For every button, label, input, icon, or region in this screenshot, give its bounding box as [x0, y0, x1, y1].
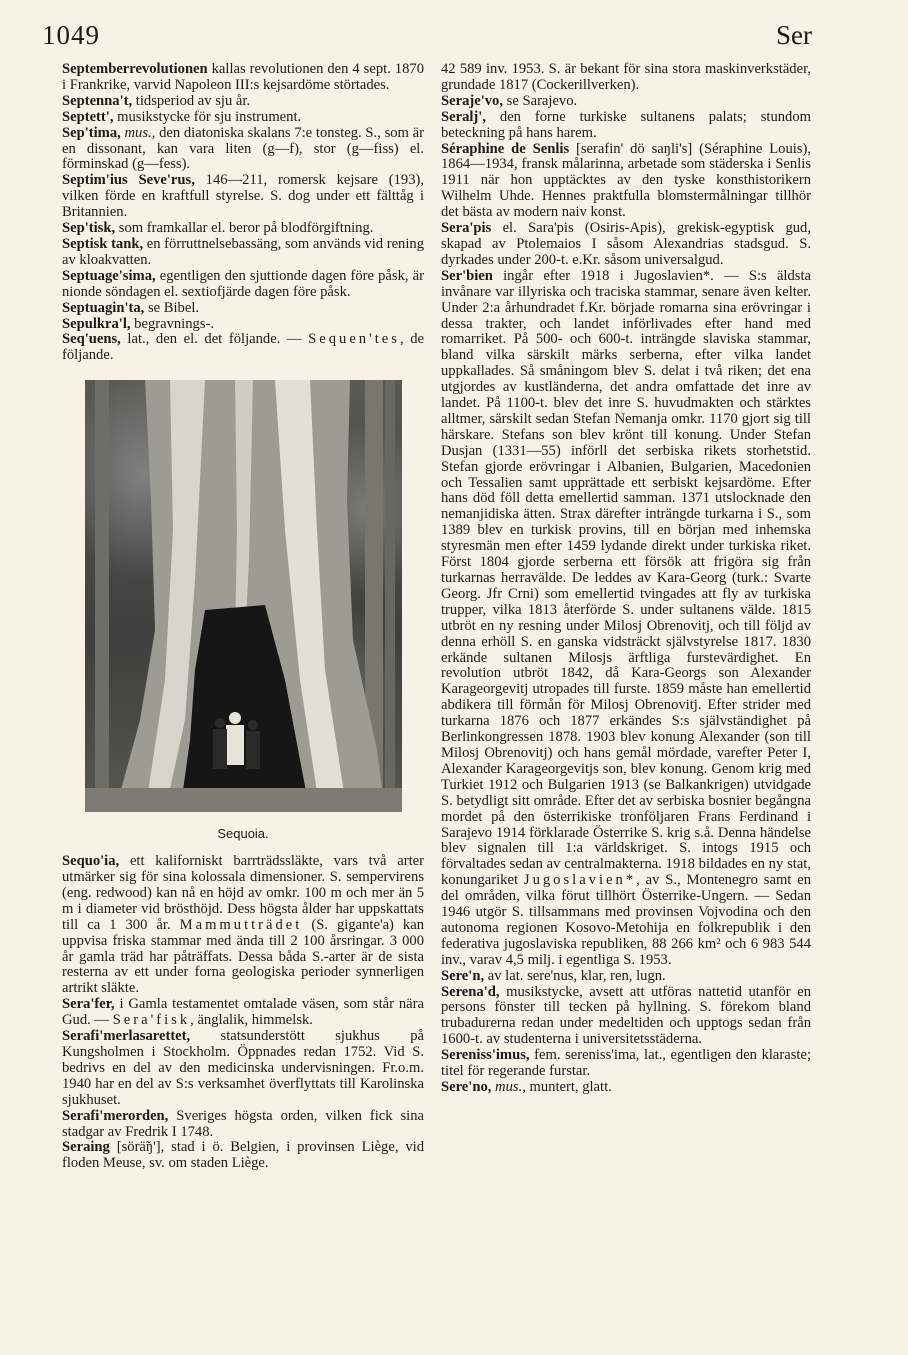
entry-headword: Septuage'sima, [62, 267, 156, 284]
entry-headword: Seralj', [441, 108, 486, 125]
dictionary-entry [62, 237, 424, 269]
entry-headword: Septuagin'ta, [62, 299, 145, 316]
entry-headword: Sere'no, [441, 1079, 492, 1095]
entry-spaced-term: Sera'fisk [112, 1012, 191, 1029]
entry-text: , muntert, glatt. [522, 1079, 612, 1095]
entry-headword: Septim'ius Seve'rus, [62, 172, 195, 189]
sequoia-tree-illustration [85, 380, 402, 812]
entry-headword: Seq'uens, [62, 331, 121, 348]
right-entries [441, 62, 811, 1096]
dictionary-entry [62, 269, 424, 301]
entry-text: el. Sara'pis (Osiris-Apis), grekisk-egyptisk gud, skapad av Ptolemaios I såsom Alexandrias stadsgud. S. dyrkades under 200-t. e.Kr. såsom universalgud. [441, 220, 811, 268]
entry-text: ingår efter 1918 i Jugoslavien*. — S:s äldsta invånare var illyriska och traciska stammar, senare även kelter. Under 2:a århundradet f.Kr. började romarna sina erövringar i dessa trakter, och landet införlivades efter hand med romarriket. På 500- och 600-t. inträngde slaviska stammar, bland vilka särskilt märks serberna, efter vilka landet uppkallades. Så småningom blev S. delat i två riken; det ena utgjordes av kustländerna, det andra omfattade det inre av landet. På 1100-t. blev det inre S. huvudmakten och stärktes alltmer, särskilt sedan Stefan Nemanja omkr. 1170 gjort sig till härskare. Stefans son blev krönt till konung. Under Stefan Dusjan (1331—55) införll det serbiska rikets storhetstid. Stefan gjorde erövringar i Albanien, Bulgarien, Macedonien och Tessalien samt upprättade ett serbiskt kejsardöme. Efter hans död föll detta emellertid samman. 1371 utslocknade den nemanjidiska ätten. Strax därefter inträngde turkarna i S., som 1389 blev en turkisk provins, till en början med inhemska styresmän men efter 1459 lydande direkt under turkiska riket. Först 1804 gjorde serberna ett försök att frigöra sig från turkarnas herravälde. De leddes av Kara-Georg (turk.: Svarte Georg. Jfr Crni) som emellertid tvingades att fly av turkiska trupper, vilka 1813 återförde S. under sultanens välde. 1815 utbröt en ny resning under Milosj Obrenovitj, och till följd av denna erhöll S. en ganska vidsträckt självstyrelse 1817. 1830 erkände sultanen Milosjs ärftliga furstevärdighet. En revolution utbröt 1842, då Kara-Georgs son Alexander Karageorgevitj utropades till furste. 1859 måste han emellertid abdikera till förmån för Milosj Obrenovitj. Efter strider med turkarna 1876 och 1877 erkändes S:s självständighet på Berlinkongressen 1878. 1903 blev konung Alexander (son till Milosj Obrenovitj) och hans gemål mördade, varefter Peter I, Alexander Karageorgevitjs son, blev konung. Genom krig med Turkiet 1912 och Bulgarien 1913 (se Balkankrigen) utvidgade S. betydligt sitt område. Efter det av serbiska bosnier begångna mordet på den österrikiske tronföljaren Frans Ferdinand i Sarajevo 1914 förklarade Österrike S. krig s.å. Denna händelse blev signalen till 1:a världskriget. S. intogs 1915 och förvaltades sedan av centralmakterna. 1918 bildades en ny stat, konungariket [441, 267, 811, 889]
entry-text: som framkallar el. beror på blodförgiftning. [115, 220, 374, 237]
entry-text-continued: , änglalik, himmelsk. [190, 1012, 313, 1029]
entry-headword: Séraphine de Senlis [441, 140, 570, 157]
entry-text: statsunderstött sjukhus på Kungsholmen i Stockholm. Öppnades redan 1752. Vid S. bedrivs en del av den medicinska undervisningen. Fr.o.m. 1940 har en del av S:s verksamhet överflyttats till Karolinska sjukhuset. [62, 1028, 424, 1108]
left-entries-continued [62, 854, 424, 1172]
dictionary-entry [441, 62, 811, 94]
left-entries [62, 62, 424, 364]
entry-text: fem. sereniss'ima, lat., egentligen den klaraste; titel för regerande furstar. [441, 1047, 811, 1080]
dictionary-entry [62, 997, 424, 1029]
entry-headword: Serafi'merorden, [62, 1107, 169, 1124]
page-number: 1049 [42, 20, 100, 50]
dictionary-entry [441, 110, 811, 142]
entry-headword: Seraje'vo, [441, 92, 504, 109]
entry-text: i Gamla testamentet omtalade väsen, som står nära Gud. — [62, 996, 424, 1029]
entry-text: [serafin' dö saŋli's] (Séraphine Louis), 1864—1934, fransk målarinna, arbetade som städerska i Senlis 1911 när hon upptäcktes av den tyske konsthistorikern Wilhelm Uhde. Hennes praktfulla blomstermålningar tillhör det bästa av modern naiv konst. [441, 140, 811, 221]
entry-spaced-term: Jugoslavien* [523, 872, 637, 889]
entry-headword: Sep'tisk, [62, 220, 116, 237]
dictionary-entry [441, 969, 811, 985]
dictionary-entry [62, 317, 424, 333]
entry-text: en förruttnelsebassäng, som används vid rening av kloakvatten. [62, 235, 424, 268]
right-column [441, 62, 811, 1096]
dictionary-entry [62, 332, 424, 364]
dictionary-entry [62, 1140, 424, 1172]
dictionary-entry [62, 221, 424, 237]
entry-headword: Sequo'ia, [62, 853, 120, 870]
dictionary-entry [441, 1048, 811, 1080]
dictionary-entry [441, 142, 811, 222]
entry-text: , den diatoniska skalans 7:e tonsteg. S., som är en dissonant, kan vara liten (g—f), stor (g—fiss) el. förminskad (g—fess). [62, 124, 424, 173]
entry-text: begravnings-. [130, 315, 215, 332]
dictionary-entry [62, 1109, 424, 1141]
entry-text: av lat. sere'nus, klar, ren, lugn. [484, 967, 666, 984]
entry-headword: Septett', [62, 108, 114, 125]
dictionary-entry [62, 126, 424, 174]
entry-text: musikstycke för sju instrument. [113, 108, 302, 125]
entry-headword: Sereniss'imus, [441, 1047, 530, 1064]
entry-text: den forne turkiske sultanens palats; stundom beteckning på hans harem. [441, 108, 811, 141]
entry-text: Sveriges högsta orden, vilken fick sina stadgar av Fredrik I 1748. [62, 1107, 424, 1140]
entry-headword: Sepulkra'l, [62, 315, 131, 332]
dictionary-entry [441, 221, 811, 269]
entry-headword: Ser'bien [441, 267, 493, 284]
entry-text-continued: , de följande. [62, 331, 424, 364]
entry-headword: Sera'pis [441, 220, 492, 237]
entry-headword: Sere'n, [441, 967, 485, 984]
entry-abbreviation: mus. [491, 1079, 523, 1095]
entry-headword: Serafi'merlasarettet, [62, 1028, 191, 1045]
dictionary-entry [441, 94, 811, 110]
entry-headword: Serena'd, [441, 983, 500, 1000]
entry-text: 146—211, romersk kejsare (193), vilken förde en kraftfull styrelse. S. dog under ett fälttåg i Britannien. [62, 172, 425, 221]
running-head: Ser [776, 20, 812, 50]
entry-headword: Sep'tima, [62, 124, 121, 141]
dictionary-entry [62, 62, 424, 94]
entry-text: egentligen den sjuttionde dagen före påsk, är nionde söndagen el. sextiofjärde dagen före påsk. [62, 267, 424, 300]
entry-text: se Sarajevo. [503, 92, 578, 109]
left-column [62, 62, 424, 1172]
entry-headword: Sera'fer, [62, 996, 115, 1013]
entry-text-continued: , av S., Montenegro samt en del områden, vilka förut tillhört Österrike-Ungern. — Sedan 1946 utgör S. tillsammans med provinsen Vojvodina och den autonoma regionen Kosovo-Metohija en folkrepublik i den federativa jugoslaviska republiken, 88 266 km² och 6 983 544 inv., varav 4,5 milj. i egentliga S. 1953. [441, 872, 812, 968]
entry-text: tidsperiod av sju år. [132, 92, 251, 109]
sequoia-photo [85, 380, 402, 812]
entry-text: se Bibel. [144, 299, 200, 316]
entry-spaced-term: Mammutträdet [179, 916, 303, 933]
entry-text: musikstycke, avsett att utföras nattetid utanför en persons fönster till tecken på hyllning. S. förekom bland trubadurerna redan under medeltiden och upptogs sedan från 1600-t. av studenterna i universitetsstäderna. [441, 983, 811, 1048]
entry-headword: Septenna't, [62, 92, 133, 109]
entry-text-continued: (S. gigante'a) kan uppvisa friska stammar med ända till 2 100 årsringar. 3 000 år gamla träd har påträffats. Dessa båda S.-arter är de sista resterna av ett under forna geologiska perioder synnerligen artrikt släkte. [62, 916, 424, 997]
dictionary-entry [62, 110, 424, 126]
dictionary-entry [441, 1080, 811, 1096]
dictionary-entry [62, 1029, 424, 1109]
entry-text: ett kaliforniskt barrträdssläkte, vars två arter utmärker sig för sina kolossala dimensioner. S. sempervirens (eng. redwood) kan nå en höjd av omkr. 100 m och mer än 5 m i diameter vid brösthöjd. Dess högsta ålder har uppskattats till ca 1 300 år. [62, 853, 424, 933]
entry-text: kallas revolutionen den 4 sept. 1870 i Frankrike, varvid Napoleon III:s kejsardöme störtades. [62, 61, 424, 93]
entry-headword: Septisk tank, [62, 235, 144, 252]
dictionary-entry [441, 269, 811, 969]
entry-text: [sörä̃ŋ'], stad i ö. Belgien, i provinsen Liège, vid floden Meuse, sv. om staden Liège. [62, 1139, 424, 1172]
figure-caption: Sequoia. [217, 826, 269, 842]
dictionary-entry [62, 173, 424, 221]
dictionary-entry [62, 854, 424, 997]
sequoia-figure [85, 380, 402, 842]
dictionary-entry [62, 301, 424, 317]
entry-text: 42 589 inv. 1953. S. är bekant för sina stora maskinverkstäder, grundade 1817 (Cockerillverken). [441, 61, 811, 93]
dictionary-entry [62, 94, 424, 110]
entry-abbreviation: mus. [120, 124, 152, 141]
dictionary-entry [441, 985, 811, 1049]
entry-headword: Seraing [62, 1139, 110, 1156]
entry-headword: Septemberrevolutionen [62, 61, 208, 77]
entry-spaced-term: Sequen'tes [308, 331, 400, 348]
entry-text: lat., den el. det följande. — [120, 331, 309, 348]
